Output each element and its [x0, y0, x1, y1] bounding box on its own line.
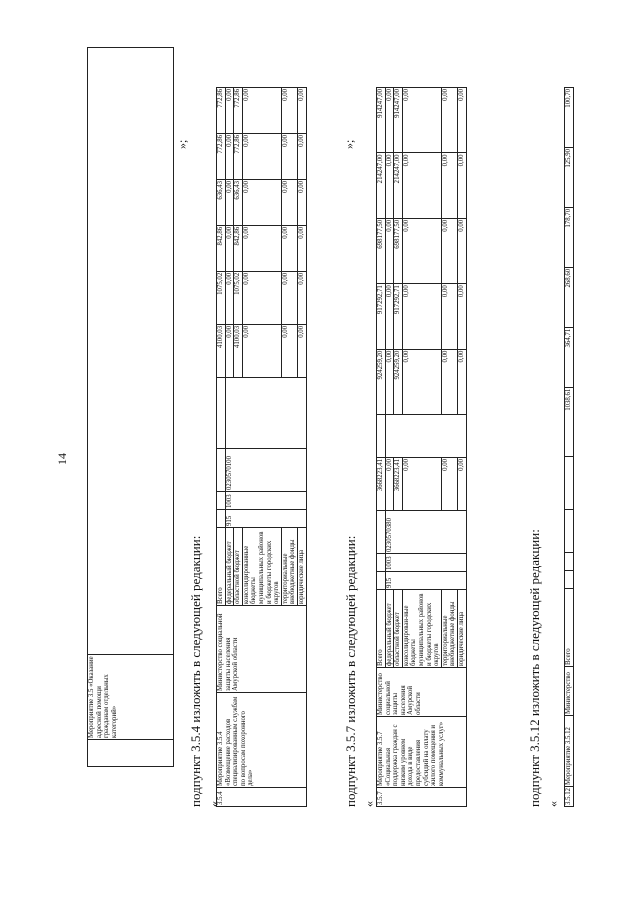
- code-cell: 0230570380: [385, 511, 466, 554]
- value-cell: 4100,03: [217, 324, 226, 377]
- value-cell: 0,00: [242, 88, 281, 134]
- row-label: территориальные внебюджетные фонды: [281, 528, 297, 606]
- table-3-5-12: [564, 87, 574, 807]
- value-cell: 3668223,41: [377, 458, 386, 511]
- heading-3-5-12: подпункт 3.5.12 изложить в следующей редакции:: [527, 529, 542, 807]
- value-cell: 0,00: [458, 88, 467, 153]
- executor-3-5-12: Министерство: [565, 667, 574, 716]
- value-cell: 772,86: [217, 133, 226, 179]
- value-cell: 268,60: [565, 267, 574, 327]
- row-label: консолидирован-ные бюджеты муниципальных районов и бюджеты городских округов: [402, 590, 441, 668]
- code-cell: 1003: [225, 492, 306, 510]
- row-label: территориальные внебюджетные фонды: [441, 590, 457, 668]
- value-cell: 178,70: [565, 207, 574, 267]
- value-cell: 0,00: [385, 153, 394, 218]
- value-cell: 772,86: [234, 88, 243, 134]
- value-cell: 3668223,41: [394, 458, 403, 511]
- row-label: Всего: [377, 590, 386, 668]
- value-cell: 0,00: [298, 225, 307, 271]
- value-cell: 842,86: [234, 225, 243, 271]
- value-cell: 924259,20: [377, 349, 386, 414]
- value-cell: 0,00: [402, 218, 441, 283]
- code-cell: 915: [225, 510, 306, 528]
- value-cell: 0,00: [298, 179, 307, 225]
- value-cell: 0,00: [458, 349, 467, 414]
- name-3-5-4: Мероприятие 3.5.4 «Возмещение расходов специализированным службам по вопросам похоронного дела»: [217, 693, 307, 788]
- value-cell: 0,00: [385, 458, 394, 511]
- value-cell: 0,00: [225, 88, 234, 134]
- row-label: юридические лица: [298, 528, 307, 606]
- value-cell: 0,00: [458, 458, 467, 511]
- executor-3-5-7: Министерство социальной защиты населения Амурской области: [377, 668, 467, 717]
- value-cell: 698177,50: [377, 218, 386, 283]
- value-cell: 214247,00: [377, 153, 386, 218]
- value-cell: 0,00: [458, 284, 467, 349]
- value-cell: 1075,02: [217, 271, 226, 324]
- value-cell: 0,00: [385, 218, 394, 283]
- value-cell: 0,00: [225, 133, 234, 179]
- page-number: 14: [55, 453, 69, 465]
- row-label: консолидированные бюджеты муниципальных районов и бюджеты городских округов: [242, 528, 281, 606]
- num-3-5-7: 3.5.7: [377, 788, 467, 807]
- value-cell: 772,86: [234, 133, 243, 179]
- value-cell: 0,00: [385, 349, 394, 414]
- value-cell: 0,00: [242, 179, 281, 225]
- value-cell: 125,90: [565, 147, 574, 207]
- value-cell: 0,00: [281, 179, 297, 225]
- value-cell: 0,00: [441, 349, 457, 414]
- value-cell: 0,00: [441, 458, 457, 511]
- row-label: Всего: [565, 589, 574, 667]
- close-quote-3-5-4: »;: [175, 139, 189, 149]
- open-quote-3-5-12: «: [546, 801, 560, 807]
- value-cell: 0,00: [298, 271, 307, 324]
- value-cell: 0,00: [441, 284, 457, 349]
- value-cell: 636,43: [217, 179, 226, 225]
- value-cell: 0,00: [402, 458, 441, 511]
- row-label: областной бюджет: [394, 590, 403, 668]
- value-cell: 0,00: [225, 324, 234, 377]
- row-label: Всего: [217, 528, 226, 606]
- value-cell: 917292,71: [394, 284, 403, 349]
- value-cell: 842,86: [217, 225, 226, 271]
- value-cell: 0,00: [385, 284, 394, 349]
- value-cell: 0,00: [225, 179, 234, 225]
- value-cell: 0,00: [402, 349, 441, 414]
- value-cell: 0,00: [402, 153, 441, 218]
- value-cell: 0,00: [242, 271, 281, 324]
- value-cell: 100,70: [565, 88, 574, 148]
- value-cell: 364,71: [565, 327, 574, 387]
- open-quote-3-5-7: «: [362, 801, 376, 807]
- name-3-5-7: Мероприятие 3.5.7 «Социальная поддержка граждан с низким уровнем дохода в виде предоставления субсидий на оплату жилого помещения и коммунальных услуг»: [377, 717, 467, 788]
- value-cell: 0,00: [441, 153, 457, 218]
- close-quote-3-5-7: »;: [342, 139, 356, 149]
- code-cell: 1003: [385, 554, 466, 572]
- num-3-5-4: 3.5.4: [217, 788, 307, 807]
- value-cell: 636,43: [234, 179, 243, 225]
- value-cell: 914247,00: [394, 88, 403, 153]
- value-cell: 0,00: [402, 284, 441, 349]
- value-cell: 924259,20: [394, 349, 403, 414]
- value-cell: 0,00: [281, 133, 297, 179]
- value-cell: 0,00: [441, 88, 457, 153]
- row-label: федеральный бюджет: [385, 590, 394, 668]
- value-cell: 1075,02: [234, 271, 243, 324]
- value-cell: 917292,71: [377, 284, 386, 349]
- heading-3-5-7: подпункт 3.5.7 изложить в следующей редакции:: [343, 535, 358, 807]
- open-quote-3-5-4: «: [207, 801, 221, 807]
- table-3-5-4: [216, 87, 307, 807]
- value-cell: 0,00: [458, 153, 467, 218]
- code-cell: 0230570100: [225, 449, 306, 492]
- value-cell: 4100,03: [234, 324, 243, 377]
- table-3-5-7: [376, 87, 467, 807]
- value-cell: 0,00: [242, 324, 281, 377]
- value-cell: 0,00: [242, 225, 281, 271]
- value-cell: 0,00: [281, 271, 297, 324]
- num-3-5-12: 3.5.12: [565, 788, 572, 805]
- value-cell: 0,00: [242, 133, 281, 179]
- measure-3-5-cell: Мероприятие 3.5 «Оказание адресной помощи гражданам отдельных категорий»: [88, 655, 174, 740]
- value-cell: 0,00: [402, 88, 441, 153]
- executor-3-5-4: Министерство социальной защиты населения Амурской области: [217, 606, 307, 693]
- value-cell: 0,00: [281, 225, 297, 271]
- value-cell: 698177,50: [394, 218, 403, 283]
- value-cell: 0,00: [281, 324, 297, 377]
- value-cell: 1038,61: [565, 387, 574, 456]
- value-cell: 0,00: [298, 88, 307, 134]
- value-cell: 0,00: [281, 88, 297, 134]
- previous-table-fragment: [87, 47, 174, 767]
- value-cell: 214247,00: [394, 153, 403, 218]
- value-cell: 914247,00: [377, 88, 386, 153]
- code-cell: 915: [385, 572, 466, 590]
- value-cell: 0,00: [298, 133, 307, 179]
- value-cell: 0,00: [441, 218, 457, 283]
- row-label: юридические лица: [458, 590, 467, 668]
- value-cell: 0,00: [298, 324, 307, 377]
- value-cell: 0,00: [385, 88, 394, 153]
- value-cell: 0,00: [458, 218, 467, 283]
- value-cell: 772,86: [217, 88, 226, 134]
- heading-3-5-4: подпункт 3.5.4 изложить в следующей редакции:: [188, 535, 203, 807]
- value-cell: 0,00: [225, 271, 234, 324]
- row-label: федеральный бюджет: [225, 528, 234, 606]
- row-label: областной бюджет: [234, 528, 243, 606]
- name-3-5-12: Мероприятие 3.5.12: [565, 716, 574, 787]
- value-cell: 0,00: [225, 225, 234, 271]
